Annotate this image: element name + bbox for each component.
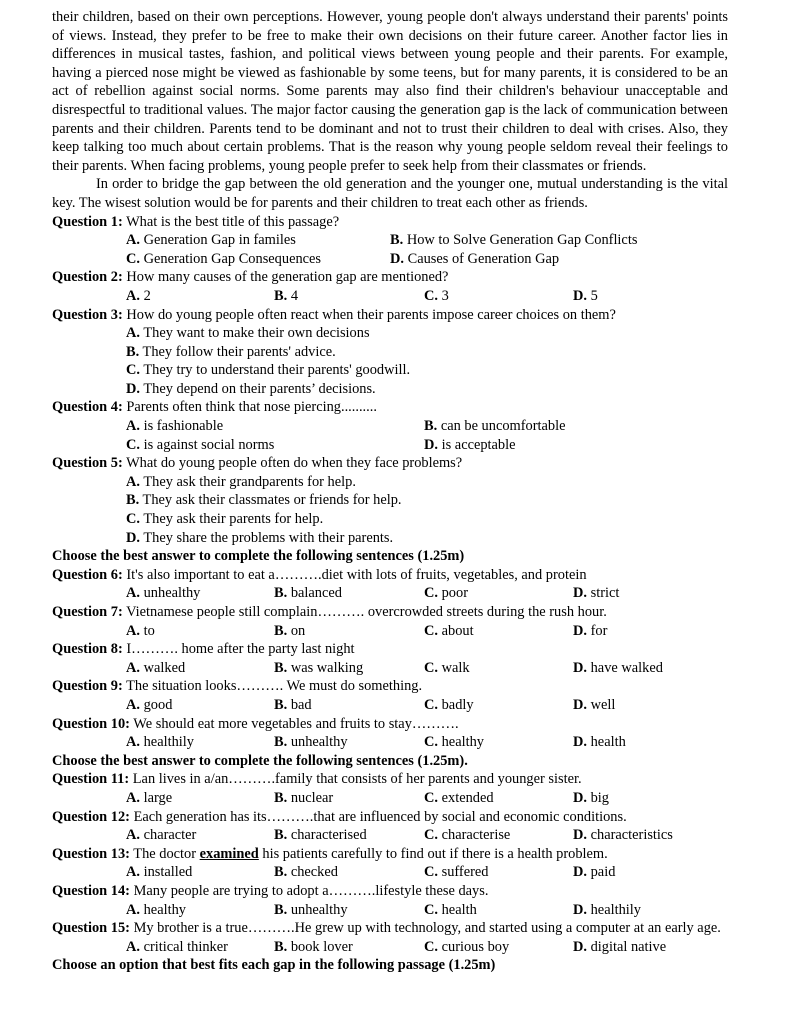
- option-a[interactable]: A. 2: [126, 287, 151, 304]
- question-number: Question 7:: [52, 604, 123, 620]
- option-b[interactable]: B. They ask their classmates or friends for help.: [126, 492, 402, 509]
- option-b[interactable]: B. unhealthy: [274, 901, 348, 918]
- option-a[interactable]: A. Generation Gap in familes: [126, 232, 296, 249]
- option-d[interactable]: D. have walked: [573, 659, 663, 676]
- options-row: [52, 622, 728, 641]
- question-text: his patients carefully to find out if there is a health problem.: [258, 845, 608, 862]
- option-c[interactable]: C. characterise: [424, 827, 511, 844]
- option-d[interactable]: D. is acceptable: [424, 436, 516, 453]
- question-text: Many people are trying to adopt a……….lifestyle these days.: [129, 882, 489, 899]
- option-c[interactable]: C. badly: [424, 696, 474, 713]
- option-a[interactable]: A. installed: [126, 864, 193, 881]
- question-8: [52, 640, 728, 659]
- question-number: Question 12:: [52, 808, 130, 825]
- options-row: [52, 659, 728, 678]
- question-1: [52, 213, 728, 232]
- option-c[interactable]: C. extended: [424, 789, 494, 806]
- option-a[interactable]: A. They ask their grandparents for help.: [126, 473, 356, 490]
- option-a[interactable]: A. They want to make their own decisions: [126, 325, 370, 342]
- option-c[interactable]: C. They ask their parents for help.: [126, 511, 324, 528]
- question-number: Question 2:: [52, 269, 123, 286]
- option-d[interactable]: D. for: [573, 622, 608, 639]
- option-a[interactable]: A. walked: [126, 659, 186, 676]
- options-row: [52, 863, 728, 882]
- question-15: [52, 919, 728, 938]
- question-text: What is the best title of this passage?: [122, 213, 340, 230]
- question-number: Question 1:: [52, 213, 123, 230]
- question-3: [52, 306, 728, 325]
- option-b[interactable]: B. How to Solve Generation Gap Conflicts: [390, 232, 638, 249]
- options-row: [52, 231, 728, 250]
- option-c[interactable]: C. is against social norms: [126, 436, 275, 453]
- option-a[interactable]: A. good: [126, 696, 173, 713]
- question-text: It's also important to eat a……….diet with lots of fruits, vegetables, and protein: [122, 566, 587, 583]
- options-row: [52, 826, 728, 845]
- question-13: [52, 845, 728, 864]
- option-c[interactable]: C. health: [424, 901, 477, 918]
- option-c[interactable]: C. curious boy: [424, 938, 510, 955]
- option-b[interactable]: B. can be uncomfortable: [424, 418, 566, 435]
- question-text: The doctor: [129, 845, 200, 862]
- option-c[interactable]: C. suffered: [424, 864, 489, 881]
- options-row: [52, 436, 728, 455]
- option-a[interactable]: A. critical thinker: [126, 938, 228, 955]
- question-text: We should eat more vegetables and fruits to stay……….: [129, 715, 459, 732]
- question-number: Question 6:: [52, 566, 123, 583]
- option-d[interactable]: D. digital native: [573, 938, 667, 955]
- option-b[interactable]: B. checked: [274, 864, 338, 881]
- option-b[interactable]: B. balanced: [274, 585, 342, 602]
- question-text: My brother is a true……….He grew up with technology, and started using a computer at an early age.: [129, 920, 721, 937]
- option-d[interactable]: D. well: [573, 696, 616, 713]
- options-row: [52, 250, 728, 269]
- option-c[interactable]: C. healthy: [424, 734, 484, 751]
- question-text: How many causes of the generation gap are mentioned?: [122, 269, 449, 286]
- option-a[interactable]: A. large: [126, 789, 173, 806]
- option-d[interactable]: D. 5: [573, 287, 598, 304]
- option-d[interactable]: D. They depend on their parents’ decisions.: [126, 380, 376, 397]
- question-text: Parents often think that nose piercing..........: [122, 399, 377, 416]
- options-row: [52, 287, 728, 306]
- question-text: What do young people often do when they face problems?: [122, 455, 463, 472]
- options-row: [52, 696, 728, 715]
- option-b[interactable]: B. 4: [274, 287, 299, 304]
- option-d[interactable]: D. paid: [573, 864, 616, 881]
- option-a[interactable]: A. is fashionable: [126, 418, 224, 435]
- question-number: Question 9:: [52, 678, 123, 695]
- option-b[interactable]: B. characterised: [274, 827, 367, 844]
- question-number: Question 11:: [52, 771, 130, 788]
- question-text: Lan lives in a/an……….family that consists of her parents and younger sister.: [129, 771, 582, 788]
- options-row: [52, 938, 728, 957]
- option-a[interactable]: A. healthy: [126, 901, 186, 918]
- question-number: Question 14:: [52, 882, 130, 899]
- section-heading: Choose the best answer to complete the following sentences (1.25m): [52, 548, 465, 565]
- question-12: [52, 808, 728, 827]
- question-text: Each generation has its……….that are influenced by social and economic conditions.: [129, 808, 627, 825]
- question-6: [52, 566, 728, 585]
- option-b[interactable]: B. They follow their parents' advice.: [126, 343, 336, 360]
- option-b[interactable]: B. was walking: [274, 659, 364, 676]
- option-b[interactable]: B. bad: [274, 696, 312, 713]
- options-row: [52, 789, 728, 808]
- section-heading: Choose an option that best fits each gap in the following passage (1.25m): [52, 957, 496, 974]
- section-heading: Choose the best answer to complete the following sentences (1.25m).: [52, 752, 468, 769]
- option-d[interactable]: D. strict: [573, 585, 620, 602]
- option-b[interactable]: B. nuclear: [274, 789, 334, 806]
- option-d[interactable]: D. healthily: [573, 901, 641, 918]
- question-text: How do young people often react when their parents impose career choices on them?: [122, 306, 616, 323]
- option-a[interactable]: A. character: [126, 827, 197, 844]
- question-text: The situation looks………. We must do something.: [122, 678, 423, 695]
- question-number: Question 15:: [52, 920, 130, 937]
- option-a[interactable]: A. unhealthy: [126, 585, 201, 602]
- options-row: [52, 901, 728, 920]
- exam-page: [52, 8, 728, 975]
- question-text: I………. home after the party last night: [122, 641, 355, 658]
- passage-paragraph-1: their children, based on their own perceptions. However, young people don't always understand their parents' points of views. Instead, they prefer to be free to make their own decisions on their future career. Another factor lies in differences in musical tastes, fashion, and political views between young people and their parents. For example, having a pierced nose might be viewed as fashionable by some teens, but for many parents, it is considered to be an act of rebellion against social norms. Some parents may also find their children's behaviour unacceptable and disrespectful to traditional values. The major factor causing the generation gap is the lack of communication between parents and their children. Parents tend to be dominant and not to trust their children to deal with crises. Also, they keep talking too much about certain problems. That is the reason why young people seldom reveal their feelings to their parents. When facing problems, young people prefer to seek help from their classmates or friends.: [52, 9, 728, 174]
- option-d[interactable]: D. big: [573, 789, 609, 806]
- option-d[interactable]: D. health: [573, 734, 626, 751]
- question-number: Question 13:: [52, 845, 130, 862]
- option-c[interactable]: C. Generation Gap Consequences: [126, 250, 322, 267]
- option-a[interactable]: A. healthily: [126, 734, 194, 751]
- option-b[interactable]: B. unhealthy: [274, 734, 348, 751]
- underlined-word: examined: [199, 845, 259, 862]
- question-number: Question 3:: [52, 306, 123, 323]
- question-text: Vietnamese people still complain………. overcrowded streets during the rush hour.: [122, 604, 607, 620]
- question-10: [52, 715, 728, 734]
- option-c[interactable]: C. walk: [424, 659, 470, 676]
- option-d[interactable]: D. Causes of Generation Gap: [390, 250, 560, 267]
- options-row: [52, 584, 728, 603]
- question-number: Question 8:: [52, 641, 123, 658]
- option-c[interactable]: C. They try to understand their parents' goodwill.: [126, 362, 411, 379]
- question-14: [52, 882, 728, 901]
- question-11: [52, 770, 728, 789]
- question-7: [52, 603, 728, 622]
- options-row: [52, 733, 728, 752]
- option-c[interactable]: C. 3: [424, 287, 449, 304]
- question-4: [52, 398, 728, 417]
- passage-paragraph-2: In order to bridge the gap between the old generation and the younger one, mutual understanding is the vital key. The wisest solution would be for parents and their children to treat each other as friends.: [52, 176, 728, 211]
- question-number: Question 5:: [52, 455, 123, 472]
- option-b[interactable]: B. on: [274, 622, 306, 639]
- option-d[interactable]: D. characteristics: [573, 827, 673, 844]
- question-number: Question 4:: [52, 399, 123, 416]
- question-9: [52, 677, 728, 696]
- options-row: [52, 417, 728, 436]
- question-5: [52, 454, 728, 473]
- option-d[interactable]: D. They share the problems with their parents.: [126, 529, 394, 546]
- question-number: Question 10:: [52, 715, 130, 732]
- option-c[interactable]: C. poor: [424, 585, 468, 602]
- question-2: [52, 268, 728, 287]
- option-a[interactable]: A. to: [126, 622, 155, 639]
- option-b[interactable]: B. book lover: [274, 938, 353, 955]
- option-c[interactable]: C. about: [424, 622, 474, 639]
